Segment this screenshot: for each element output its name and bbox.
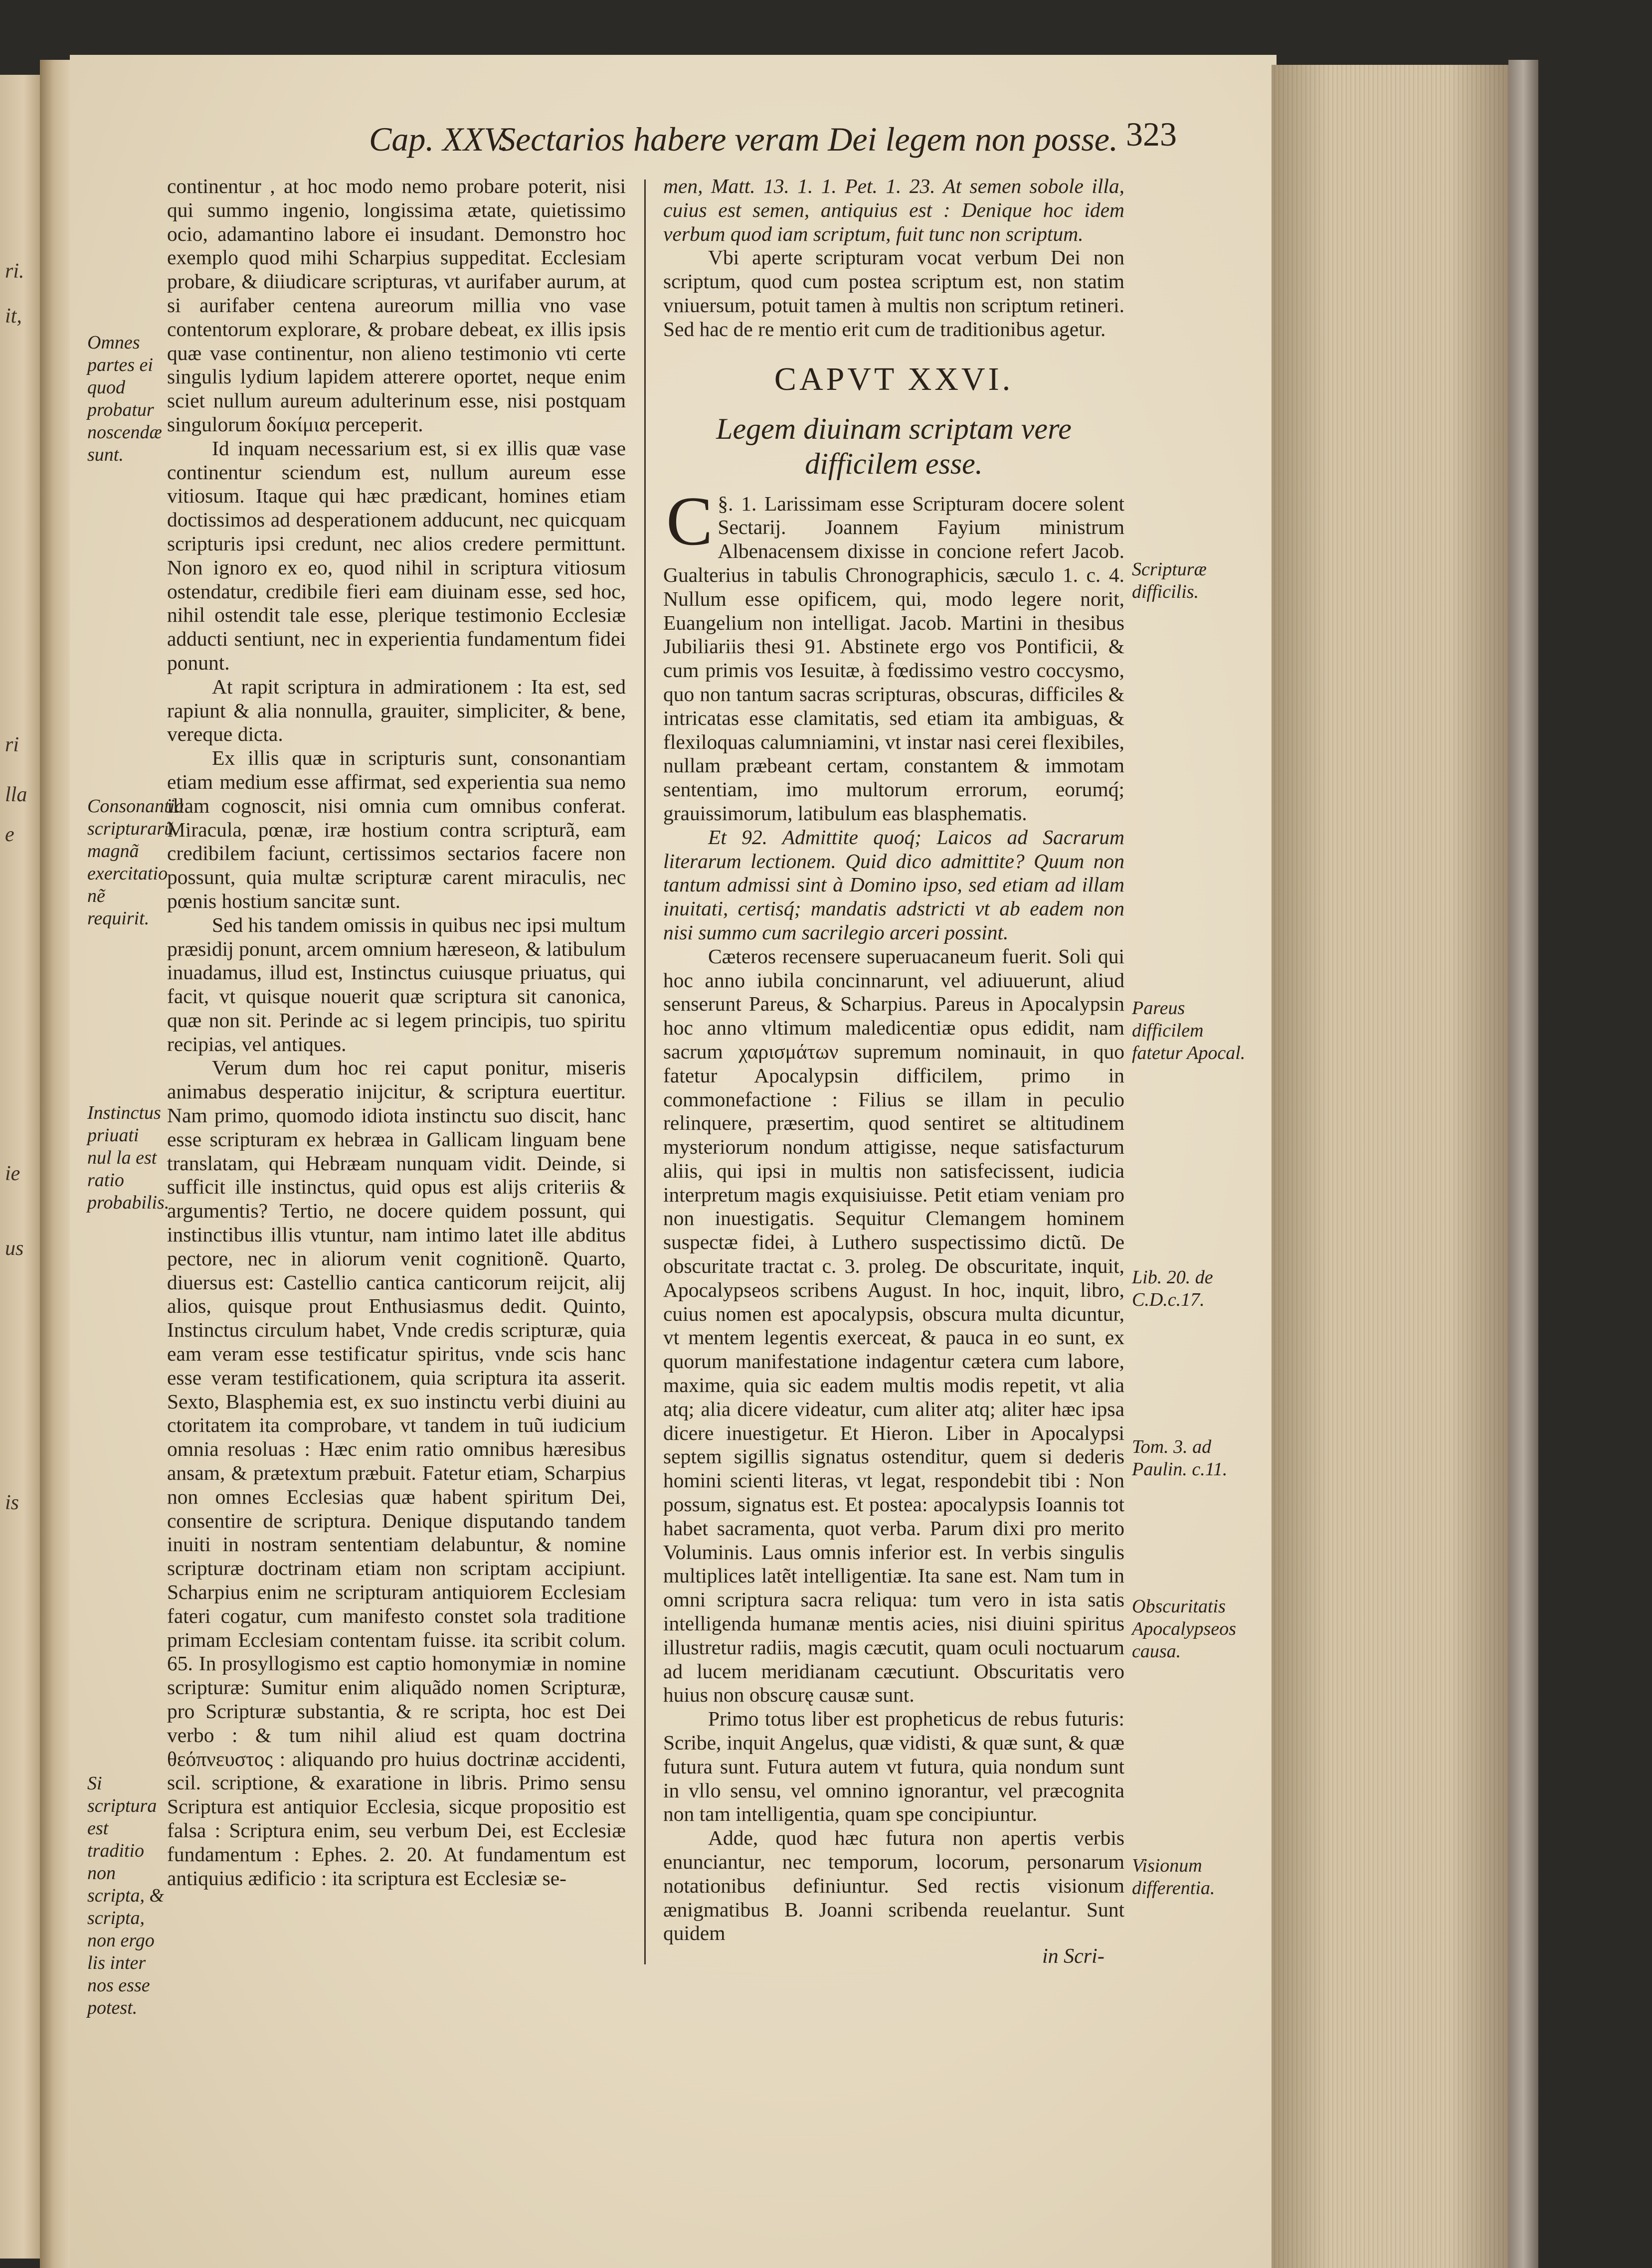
drop-capital: C <box>666 482 713 560</box>
margin-note: Consonantia scripturarũ magnã exercitatio nẽ requirit. <box>87 796 184 929</box>
paragraph: Vbi aperte scripturam vocat verbum Dei non scriptum, quod cum postea scriptum est, non statim vniuersum, potuit tamen à multis non scriptum retineri. Sed hac de re mentio erit cum de traditionibus agetur. <box>663 246 1124 341</box>
paragraph: At rapit scriptura in admirationem : Ita est, sed rapiunt & alia nonnulla, grauiter, simpliciter, & bene, vereque dicta. <box>167 675 626 746</box>
chapter-subtitle: Legem diuinam scriptam vere difficilem esse. <box>716 412 1072 480</box>
facing-page-fragment: ie <box>5 1162 20 1185</box>
chapter-heading: CAPVT XXVI. <box>774 360 1014 397</box>
margin-note: Tom. 3. ad Paulin. c.11. <box>1132 1436 1228 1480</box>
paragraph-text: Larissimam esse Scripturam docere solent Sectarij. Joannem Fayium ministrum Albenacensem dixisse in concione refert Jacob. Gualterius in tabulis Chronographicis, sæculo 1. c. 4. Nullum esse opificem, qui, modo legere norit, Euangelium non intelligat. Jacob. Martini in thesibus Jubiliariis thesi 91. Abstinete ergo vos Pontificii, & cum primis vos Iesuitæ, à fœdissimo vestro coccysmo, quo non tantum sacras scripturas, obscuras, difficiles & intricatas esse clamitatis, sed etiam ita ambiguas, & flexiloquas calumniamini, vt instar nasi cerei flexibiles, nullam præbeant certam, constantem & immotam sententiam, imo multorum errorum, eorumq́; grauissimorum, latibulum eas blasphematis. <box>663 492 1125 825</box>
paragraph: Adde, quod hæc futura non apertis verbis enunciantur, nec temporum, locorum, personarum notationibus definiuntur. Sed rectis visionum ænigmatibus B. Joanni scribenda reuelantur. Sunt quidem <box>663 1826 1124 1945</box>
right-text-column <box>663 174 1124 1945</box>
margin-note: Lib. 20. de C.D.c.17. <box>1132 1267 1213 1310</box>
paragraph: Et 92. Admittite quoq́; Laicos ad Sacrarum literarum lectionem. Quid dico admittite? Quum non tantum admissi sint à Domino ipso, sed etiam ad illam inuitati, certisq́; mandatis adstricti vt ab eadem non nisi summo cum sacrilegio arceri possint. <box>663 825 1124 944</box>
left-text-column <box>167 174 626 1890</box>
facing-page-fragment: it, <box>5 305 22 328</box>
facing-page-fragment: e <box>5 823 14 846</box>
section-paragraph <box>663 482 1125 826</box>
catchword: in Scri- <box>1042 1945 1104 1968</box>
margin-note: Si scriptura est traditio non scripta, & scripta, non ergo lis inter nos esse potest. <box>87 1773 165 2018</box>
paragraph: Sed his tandem omissis in quibus nec ipsi multum præsidij ponunt, arcem omnium hæreseon, & latibulum inuadamus, illud est, Instinctus cuiusque priuatus, qui facit, vt quisque nouerit quæ scriptura sit canonica, quæ non sit. Perinde ac si legem principis, tuo spiritu recipias, vel antiques. <box>167 913 626 1055</box>
margin-note: Scripturæ difficilis. <box>1132 559 1207 602</box>
section-mark: §. 1. <box>718 492 757 515</box>
book-cover-edge <box>1508 60 1538 2268</box>
margin-note: Instinctus priuati nul la est ratio probabilis. <box>87 1102 170 1213</box>
running-head-title: Sectarios habere veram Dei legem non posse. <box>499 120 1118 158</box>
paragraph: Ex illis quæ in scripturis sunt, consonantiam etiam medium esse affirmat, sed experientia sua nemo illam cognoscit, nisi omnia cum omnibus conferat. Miracula, pœnæ, iræ hostium contra scripturã, eam credibilem faciunt, certissimos sectarios facere non possunt, quia multæ scripturæ carent miraculis, nec pœnis hostium sancitæ sunt. <box>167 746 626 912</box>
paragraph: Cæteros recensere superuacaneum fuerit. Soli qui hoc anno iubila concinnarunt, vel adiuuerunt, aliud senserunt Pareus, & Scharpius. Pareus in Apocalypsin hoc anno vltimum maledicentiæ opus edidit, nam sacrum χαρισμάτων supremum nominauit, in quo fatetur Apocalypsin difficilem, primo in commonefactione : Filius se illam in peculio relinquere, præsertim, quod sentiret se altitudinem mysteriorum nondum attigisse, neque satisfacturum aliis, qui ipsi in multis non satisfecissent, iudicia interpretum magis exquisiuisse. Petit etiam veniam pro non inuestigatis. Sequitur Clemangem hominem suspectæ fidei, à Luthero suspectissimo dictũ. De obscuritate tractat c. 3. proleg. De obscuritate, inquit, Apocalypseos scribens August. In hoc, inquit, libro, cuius nomen est apocalypsis, obscura multa dicuntur, vt mentem legentis exerceat, & pauca in eo sunt, ex quorum manifestatione indagentur cætera cum labore, maxime, quia sic eadem multis modis repetit, vt alia atq; alia dicere videatur, cum aliter atq; aliter hæc ipsa dicere inuestigetur. Et Hieron. Liber in Apocalypsi septem sigillis signatus ostenditur, quem si dederis homini scienti literas, vt legat, respondebit tibi : Non possum, signatus est. Et postea: apocalypsis Ioannis tot habet sacramenta, quot verba. Parum dixi pro merito Voluminis. Laus omnis inferior est. In verbis singulis multiplices latẽt intelligentiæ. Ita sane est. Nam tum in omni scriptura sacra reliqua: tum vero in ista satis intelligenda humanæ mentis acies, nisi diuini spiritus illustretur radiis, magis cæcutit, quam oculi noctuarum ad lucem meridianam cæcutiunt. Obscuritatis vero huius non obscurę causæ sunt. <box>663 944 1124 1707</box>
facing-page-fragment: us <box>5 1237 24 1260</box>
running-head <box>369 110 1177 170</box>
paragraph: continentur , at hoc modo nemo probare poterit, nisi qui summo ingenio, longissima ætate, quietissimo ocio, adamantino labore ei insudant. Demonstro hoc exemplo quod mihi Scharpius suppeditat. Ecclesiam probare, & diiudicare scripturas, vt aurifaber aurum, at si aurifaber centena aureorum millia vno vase contentorum explorare, & probare debeat, ex illis ipsis quæ vase continentur, non alieno testimonio vti certe singulis lydium lapidem atterere oportet, neque enim sciet nullum aureum adulterinum esse, nisi postquam singulorum δοκίμια perceperit. <box>167 174 626 436</box>
facing-page-fragment: ri. <box>5 260 24 283</box>
margin-note: Pareus difficilem fatetur Apocal. <box>1132 998 1246 1063</box>
page-number: 323 <box>1126 115 1177 153</box>
paragraph: men, Matt. 13. 1. 1. Pet. 1. 23. At semen sobole illa, cuius est semen, antiquius est : Denique hoc idem verbum quod iam scriptum, fuit tunc non scriptum. <box>663 174 1124 245</box>
margin-note: Visionum differentia. <box>1132 1855 1215 1899</box>
page-block-shadow <box>1272 65 1508 2268</box>
facing-page-fragment: is <box>5 1491 19 1514</box>
paragraph: Primo totus liber est propheticus de rebus futuris: Scribe, inquit Angelus, quæ vidisti, & quæ sunt, & quæ futura sunt. Futura autem vt futura, quia nondum sunt in vllo sensu, vel omnino ignorantur, vel præcognita non tam intelligentia, quam spe concipiuntur. <box>663 1707 1124 1826</box>
margin-note: Omnes partes ei quod probatur noscendæ sunt. <box>87 332 162 465</box>
margin-note: Obscuritatis Apocalypseos causa. <box>1132 1596 1236 1662</box>
paragraph: Id inquam necessarium est, si ex illis quæ vase continentur sciendum est, nullum aureum esse vitiosum. Itaque qui hæc prædicant, homines etiam doctissimos ad desperationem adducunt, nec quicquam scripturis ipsi credunt, nec alios credere permittunt. Non ignoro ex eo, quod nihil in scriptura vitiosum ostendatur, credibile fieri eam diuinam esse, sed hoc, nihil ostendit tale esse, plerique testimonio Ecclesiæ adducti sentiunt, nec in experientia fundamentum fidei ponunt. <box>167 436 626 674</box>
running-head-chapter: Cap. XXV. <box>369 120 509 158</box>
paragraph: Verum dum hoc rei caput ponitur, miseris animabus desperatio inijcitur, & scriptura euertitur. Nam primo, quomodo idiota instinctu suo discit, hanc esse scripturam ex hebræa in Gallicam linguam bene translatam, qui Hebræam nunquam vidit. Deinde, si sufficit ille instinctus, quid opus est alijs criteriis & argumentis? Tertio, ne docere quidem possunt, qui instinctibus illis vtuntur, nam intimo latet ille abditus pectore, nec in aliorum venit cognitionẽ. Quarto, diuersus est: Castellio cantica canticorum reijcit, alij alios, quisque prout Enthusiasmus dedit. Quinto, Instinctus circulum habet, Vnde credis scripturæ, quia eam veram esse testificatur spiritus, vnde scis hanc esse veram testificationem, quia scriptura ita asserit. Sexto, Blasphemia est, ex suo instinctu verbi diuini au ctoritatem ita comprobare, vt tandem in tuũ iudicium omnia resoluas : Hæc enim ratio omnibus hæresibus ansam, & prætextum præbuit. Fatetur etiam, Scharpius non omnes Ecclesias quæ habent spiritum Dei, consentire de scriptura. Denique disputando tandem inuiti in nostram sententiam delabuntur, & nomine scripturæ doctrinam etiam non scriptam accipiunt. Scharpius enim ne scripturam antiquiorem Ecclesiam fateri cogatur, cum manifesto constet sola traditione primam Ecclesiam contentam fuisse. ita scribit colum. 65. In prosyllogismo est captio homonymiæ in nomine scripturæ: Sumitur enim aliquãdo nomen Scripturæ, pro Scripturæ substantia, & re scripta, hoc est Dei verbo : & tum nihil aliud est quam doctrina θεόπνευστος : aliquando pro huius doctrinæ accidenti, scil. scriptione, & exaratione in libris. Primo sensu Scriptura est antiquior Ecclesia, sicque propositio est falsa : Scriptura enim, seu verbum Dei, est Ecclesiæ fundamentum : Ephes. 2. 20. At fundamentum est antiquius ædificio : ita scriptura est Ecclesiæ se- <box>167 1056 626 1890</box>
facing-page-fragment: lla <box>5 783 27 806</box>
column-divider <box>644 179 646 1964</box>
facing-page-edge <box>0 75 40 2259</box>
facing-page-fragment: ri <box>5 733 19 756</box>
